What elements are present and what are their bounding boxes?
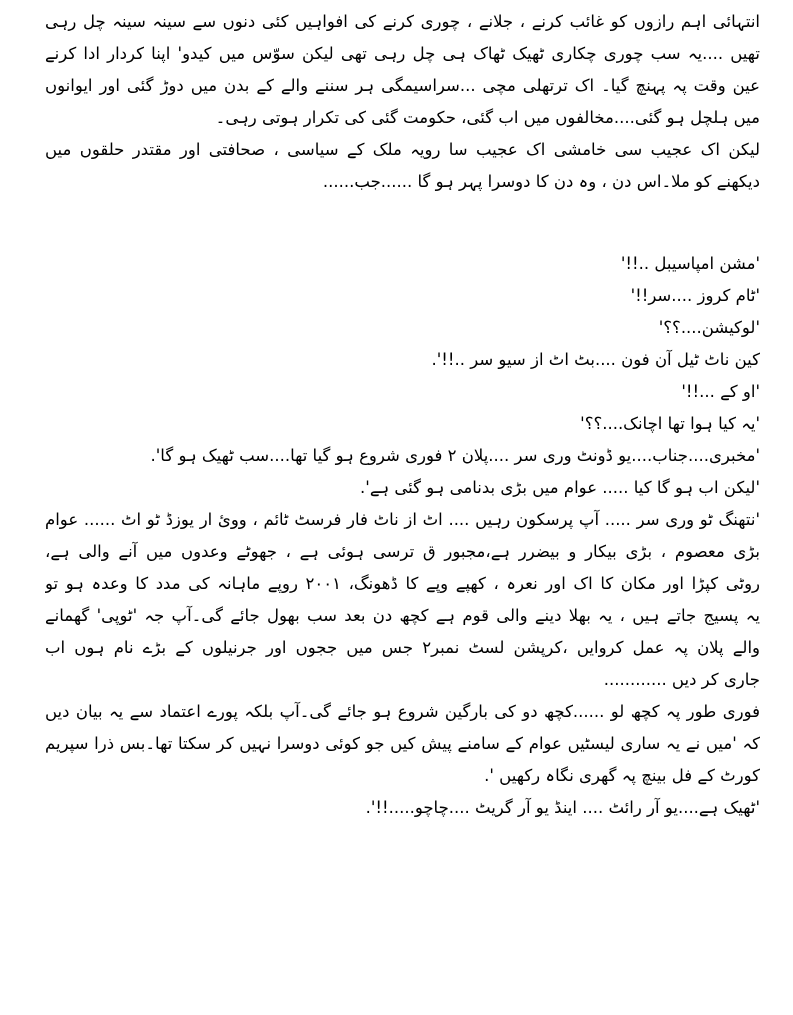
text-line: عین وقت پہ پہنچ گیا۔ اک ترتھلی مچی ...سراسیمگی ہر سننے والے کے بدن میں دوڑ گئی اور ایوانوں <box>45 76 760 95</box>
text-line: کہ 'میں نے یہ ساری لیسٹیں عوام کے سامنے پیش کیں جو کوئی دوسرا نہیں کر سکتا تھا۔بس ذرا سپریم <box>45 734 760 753</box>
text-line: روٹی کپڑا اور مکان کا اک اور نعرہ ، کھپے وپے کا ڈھونگ، ۲۰۰۱ روپے ماہانہ کی مدد کا وعدہ ہو تو <box>45 574 760 593</box>
dialogue-block <box>45 248 760 504</box>
text-line: لیکن اک عجیب سی خامشی اک عجیب سا رویہ ملک کے سیاسی ، صحافتی اور مقتدر حلقوں میں <box>45 140 760 159</box>
text-line: یہ پسیج جاتے ہیں ، یہ بھلا دینے والی قوم ہے کچھ دن بعد سب بھول جائے گی۔آپ جہ 'ٹوپی' گھمانے <box>45 606 760 625</box>
text-line: دیکھنے کو ملا۔اس دن ، وہ دن کا دوسرا پہر ہو گا ......جب...... <box>322 172 760 191</box>
dialogue-line: 'لیکن اب ہو گا کیا ..... عوام میں بڑی بدنامی ہو گئی ہے'. <box>360 478 760 497</box>
document-page <box>45 6 760 1006</box>
section-gap <box>45 198 760 248</box>
text-line: والے پلان پہ عمل کروایں ،کرپشن لسٹ نمبر۲ جس میں ججوں اور جرنیلوں کے بڑے نام ہوں اب <box>45 638 760 657</box>
paragraph-bargain <box>45 696 760 824</box>
dialogue-line: 'مشن امپاسیبل ..!!' <box>620 254 760 273</box>
dialogue-line: 'ٹام کروز ....سر!!' <box>630 286 760 305</box>
text-line: بڑی معصوم ، بڑی بیکار و بیضرر ہے،مجبور ق ترسی ہوئی ہے ، جھوٹے وعدوں میں آنے والی ہے، <box>45 542 760 561</box>
paragraph-nothing-to-worry <box>45 504 760 696</box>
text-line: تھیں ....یہ سب چوری چکاری ٹھیک ٹھاک ہی چل رہی تھی لیکن سوّس میں کیدو' اپنا کردار ادا کرنے <box>45 44 760 63</box>
text-line: جاری کر دیں ............ <box>603 670 760 689</box>
dialogue-line: 'مخبری....جناب....یو ڈونٹ وری سر ....پلان ۲ فوری شروع ہو گیا تھا....سب ٹھیک ہو گا'. <box>150 446 760 465</box>
text-line: 'ٹھیک ہے....یو آر رائٹ .... اینڈ یو آر گریٹ ....چاچو.....!!'. <box>365 798 760 817</box>
text-line: 'نتھنگ ٹو وری سر ..... آپ پرسکون رہیں .... اٹ از ناٹ فار فرسٹ ٹائم ، ووئ ار یوزڈ ٹو اٹ ...... عوام <box>45 510 760 529</box>
dialogue-line: 'یہ کیا ہوا تھا اچانک....؟؟' <box>580 414 760 433</box>
text-line: فوری طور پہ کچھ لو ......کچھ دو کی بارگین شروع ہو جائے گی۔آپ بلکہ پورے اعتماد سے یہ بیان دیں <box>45 702 760 721</box>
text-line: میں ہلچل ہو گئی....مخالفوں میں اب گئی، حکومت گئی کی تکرار ہوتی رہی۔ <box>215 108 760 127</box>
dialogue-line: کین ناٹ ٹیل آن فون ....بٹ اٹ از سیو سر ..!!'. <box>431 350 760 369</box>
text-line: انتہائی اہم رازوں کو غائب کرنے ، جلانے ، چوری کرنے کی افواہیں کئی دنوں سے سینہ سینہ چل رہی <box>45 12 760 31</box>
text-line: کورٹ کے فل بینچ پہ گھری نگاہ رکھیں '. <box>484 766 760 785</box>
paragraph-rumors <box>45 6 760 134</box>
dialogue-line: 'لوکیشن....؟؟' <box>658 318 760 337</box>
paragraph-silence <box>45 134 760 198</box>
dialogue-line: 'او کے ...!!' <box>681 382 760 401</box>
